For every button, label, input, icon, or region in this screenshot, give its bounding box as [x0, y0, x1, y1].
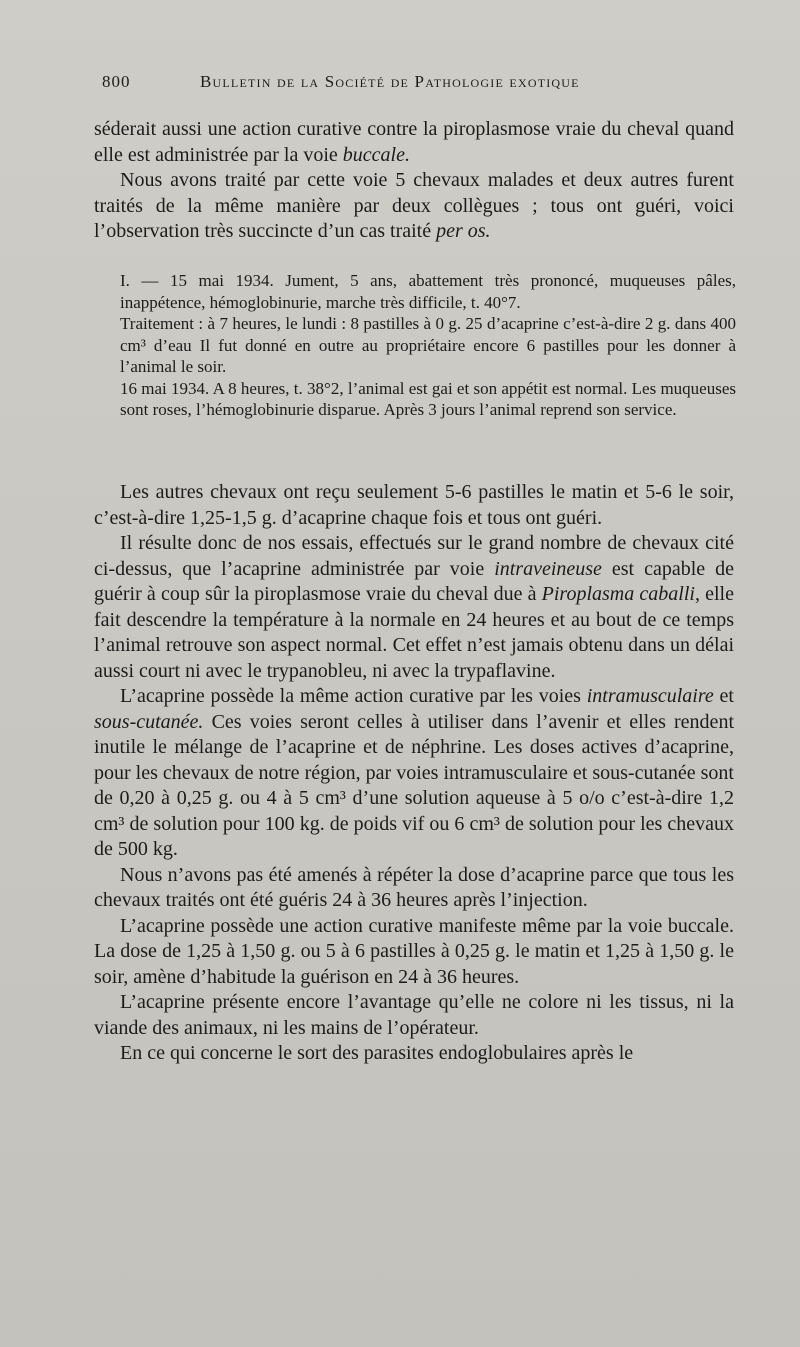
- paragraph-advantage: L’acaprine présente encore l’avantage qu’elle ne colore ni les tissus, ni la viande des animaux, ni les mains de l’opérateur.: [94, 991, 734, 1039]
- paragraph-continued: séderait aussi une action curative contre la piroplasmose vraie du cheval quand elle est administrée par la voie buccale.: [94, 118, 734, 166]
- paragraph-parasites: En ce qui concerne le sort des parasites endoglobulaires après le: [120, 1042, 634, 1064]
- paragraph-other-horses: Les autres chevaux ont reçu seulement 5-6 pastilles le matin et 5-6 le soir, c’est-à-dire 1,25-1,5 g. d’acaprine chaque fois et tous ont guéri.: [94, 481, 734, 529]
- journal-title: Bulletin de la Société de Pathologie exotique: [200, 72, 580, 91]
- paragraph-oral-route: L’acaprine possède une action curative manifeste même par la voie buccale. La dose de 1,25 à 1,50 g. ou 5 à 6 pastilles à 0,25 g. le matin et 1,25 à 1,50 g. le soir, amène d’habitude la guérison en 24 à 36 heures.: [94, 914, 734, 988]
- paragraph-no-repeat: Nous n’avons pas été amenés à répéter la dose d’acaprine parce que tous les chevaux traités ont été guéris 24 à 36 heures après l’injection.: [94, 863, 734, 911]
- observation-treatment: Traitement : à 7 heures, le lundi : 8 pastilles à 0 g. 25 d’acaprine c’est-à-dire 2 g. dans 400 cm³ d’eau Il fut donné en outre au propriétaire encore 6 pastilles pour les donner à l’animal le soir.: [120, 314, 736, 376]
- paragraph-results: Il résulte donc de nos essais, effectués sur le grand nombre de chevaux cité ci-dessus, que l’acaprine administrée par voie intraveineuse est capable de guérir à coup sûr la piroplasmose vraie du cheval due à Piroplasma caballi, elle fait descendre la température à la normale en 24 heures et au bout de ce temps l’animal retrouve son aspect normal. Cet effet n’est jamais obtenu dans un délai aussi court ni avec le trypanobleu, ni avec la trypaflavine.: [94, 532, 734, 682]
- page-number: 800: [102, 72, 131, 91]
- main-section: [94, 480, 734, 1067]
- intro-section: [94, 117, 734, 245]
- observation-outcome: 16 mai 1934. A 8 heures, t. 38°2, l’animal est gai et son appétit est normal. Les muqueuses sont roses, l’hémoglobinurie disparue. Après 3 jours l’animal reprend son service.: [120, 378, 736, 419]
- observation-case: I. — 15 mai 1934. Jument, 5 ans, abattement très prononcé, muqueuses pâles, inappétence, hémoglobinurie, marche très difficile, t. 40°7.: [120, 271, 736, 312]
- paragraph-routes: L’acaprine possède la même action curative par les voies intramusculaire et sous-cutanée. Ces voies seront celles à utiliser dans l’avenir et elles rendent inutile le mélange de l’acaprine et de néphrine. Les doses actives d’acaprine, pour les chevaux de notre région, par voies intramusculaire et sous-cutanée sont de 0,20 à 0,25 g. ou 4 à 5 cm³ d’une solution aqueuse à 5 o/o c’est-à-dire 1,2 cm³ de solution pour 100 kg. de poids vif ou 6 cm³ de solution pour les chevaux de 500 kg.: [94, 685, 734, 860]
- observation-block: [120, 270, 736, 421]
- paragraph-treatment-count: Nous avons traité par cette voie 5 chevaux malades et deux autres furent traités de la même manière par deux collègues ; tous ont guéri, voici l’observation très succincte d’un cas traité per os.: [94, 169, 734, 242]
